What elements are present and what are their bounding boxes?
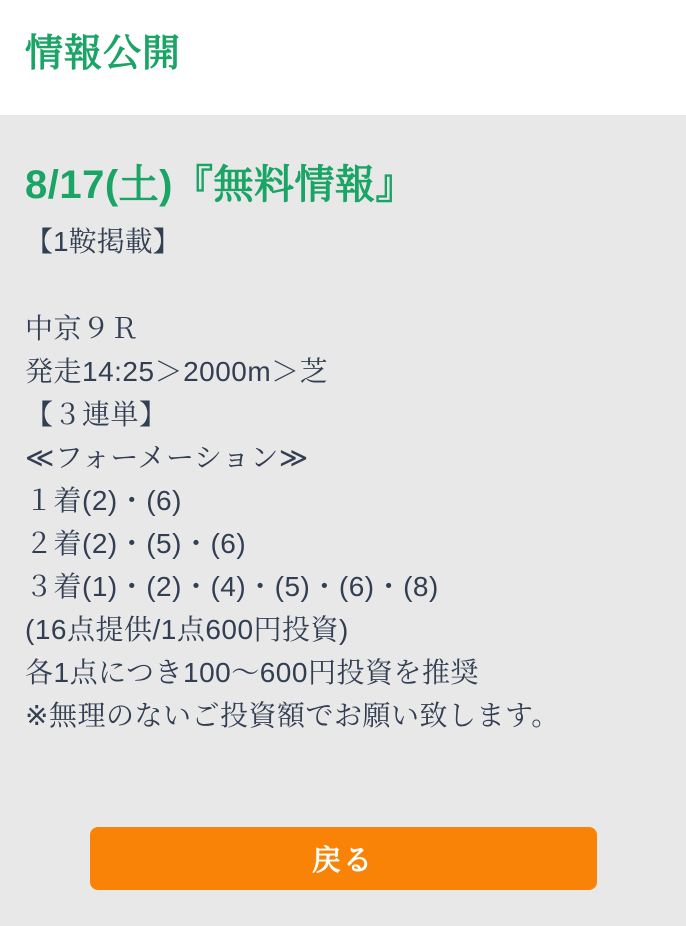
back-button[interactable]: 戻る <box>90 827 597 890</box>
info-line-bet-type: 【３連単】 <box>25 399 168 430</box>
info-panel <box>0 115 686 926</box>
page-header <box>0 0 686 115</box>
info-line-points: (16点提供/1点600円投資) <box>25 614 349 645</box>
info-subheading: 【1鞍掲載】 <box>25 226 181 257</box>
info-line-first-place: １着(2)・(6) <box>25 485 182 516</box>
info-line-third-place: ３着(1)・(2)・(4)・(5)・(6)・(8) <box>25 571 439 602</box>
info-heading: 8/17(土)『無料情報』 <box>25 163 416 207</box>
info-line-start: 発走14:25＞2000m＞芝 <box>25 356 329 387</box>
info-line-notice: ※無理のないご投資額でお願い致します。 <box>25 700 560 731</box>
info-line-formation-title: ≪フォーメーション≫ <box>25 442 309 473</box>
page-title: 情報公開 <box>25 33 182 75</box>
info-line-second-place: ２着(2)・(5)・(6) <box>25 528 247 559</box>
info-line-recommendation: 各1点につき100〜600円投資を推奨 <box>25 657 479 688</box>
info-line-race: 中京９Ｒ <box>25 313 140 344</box>
